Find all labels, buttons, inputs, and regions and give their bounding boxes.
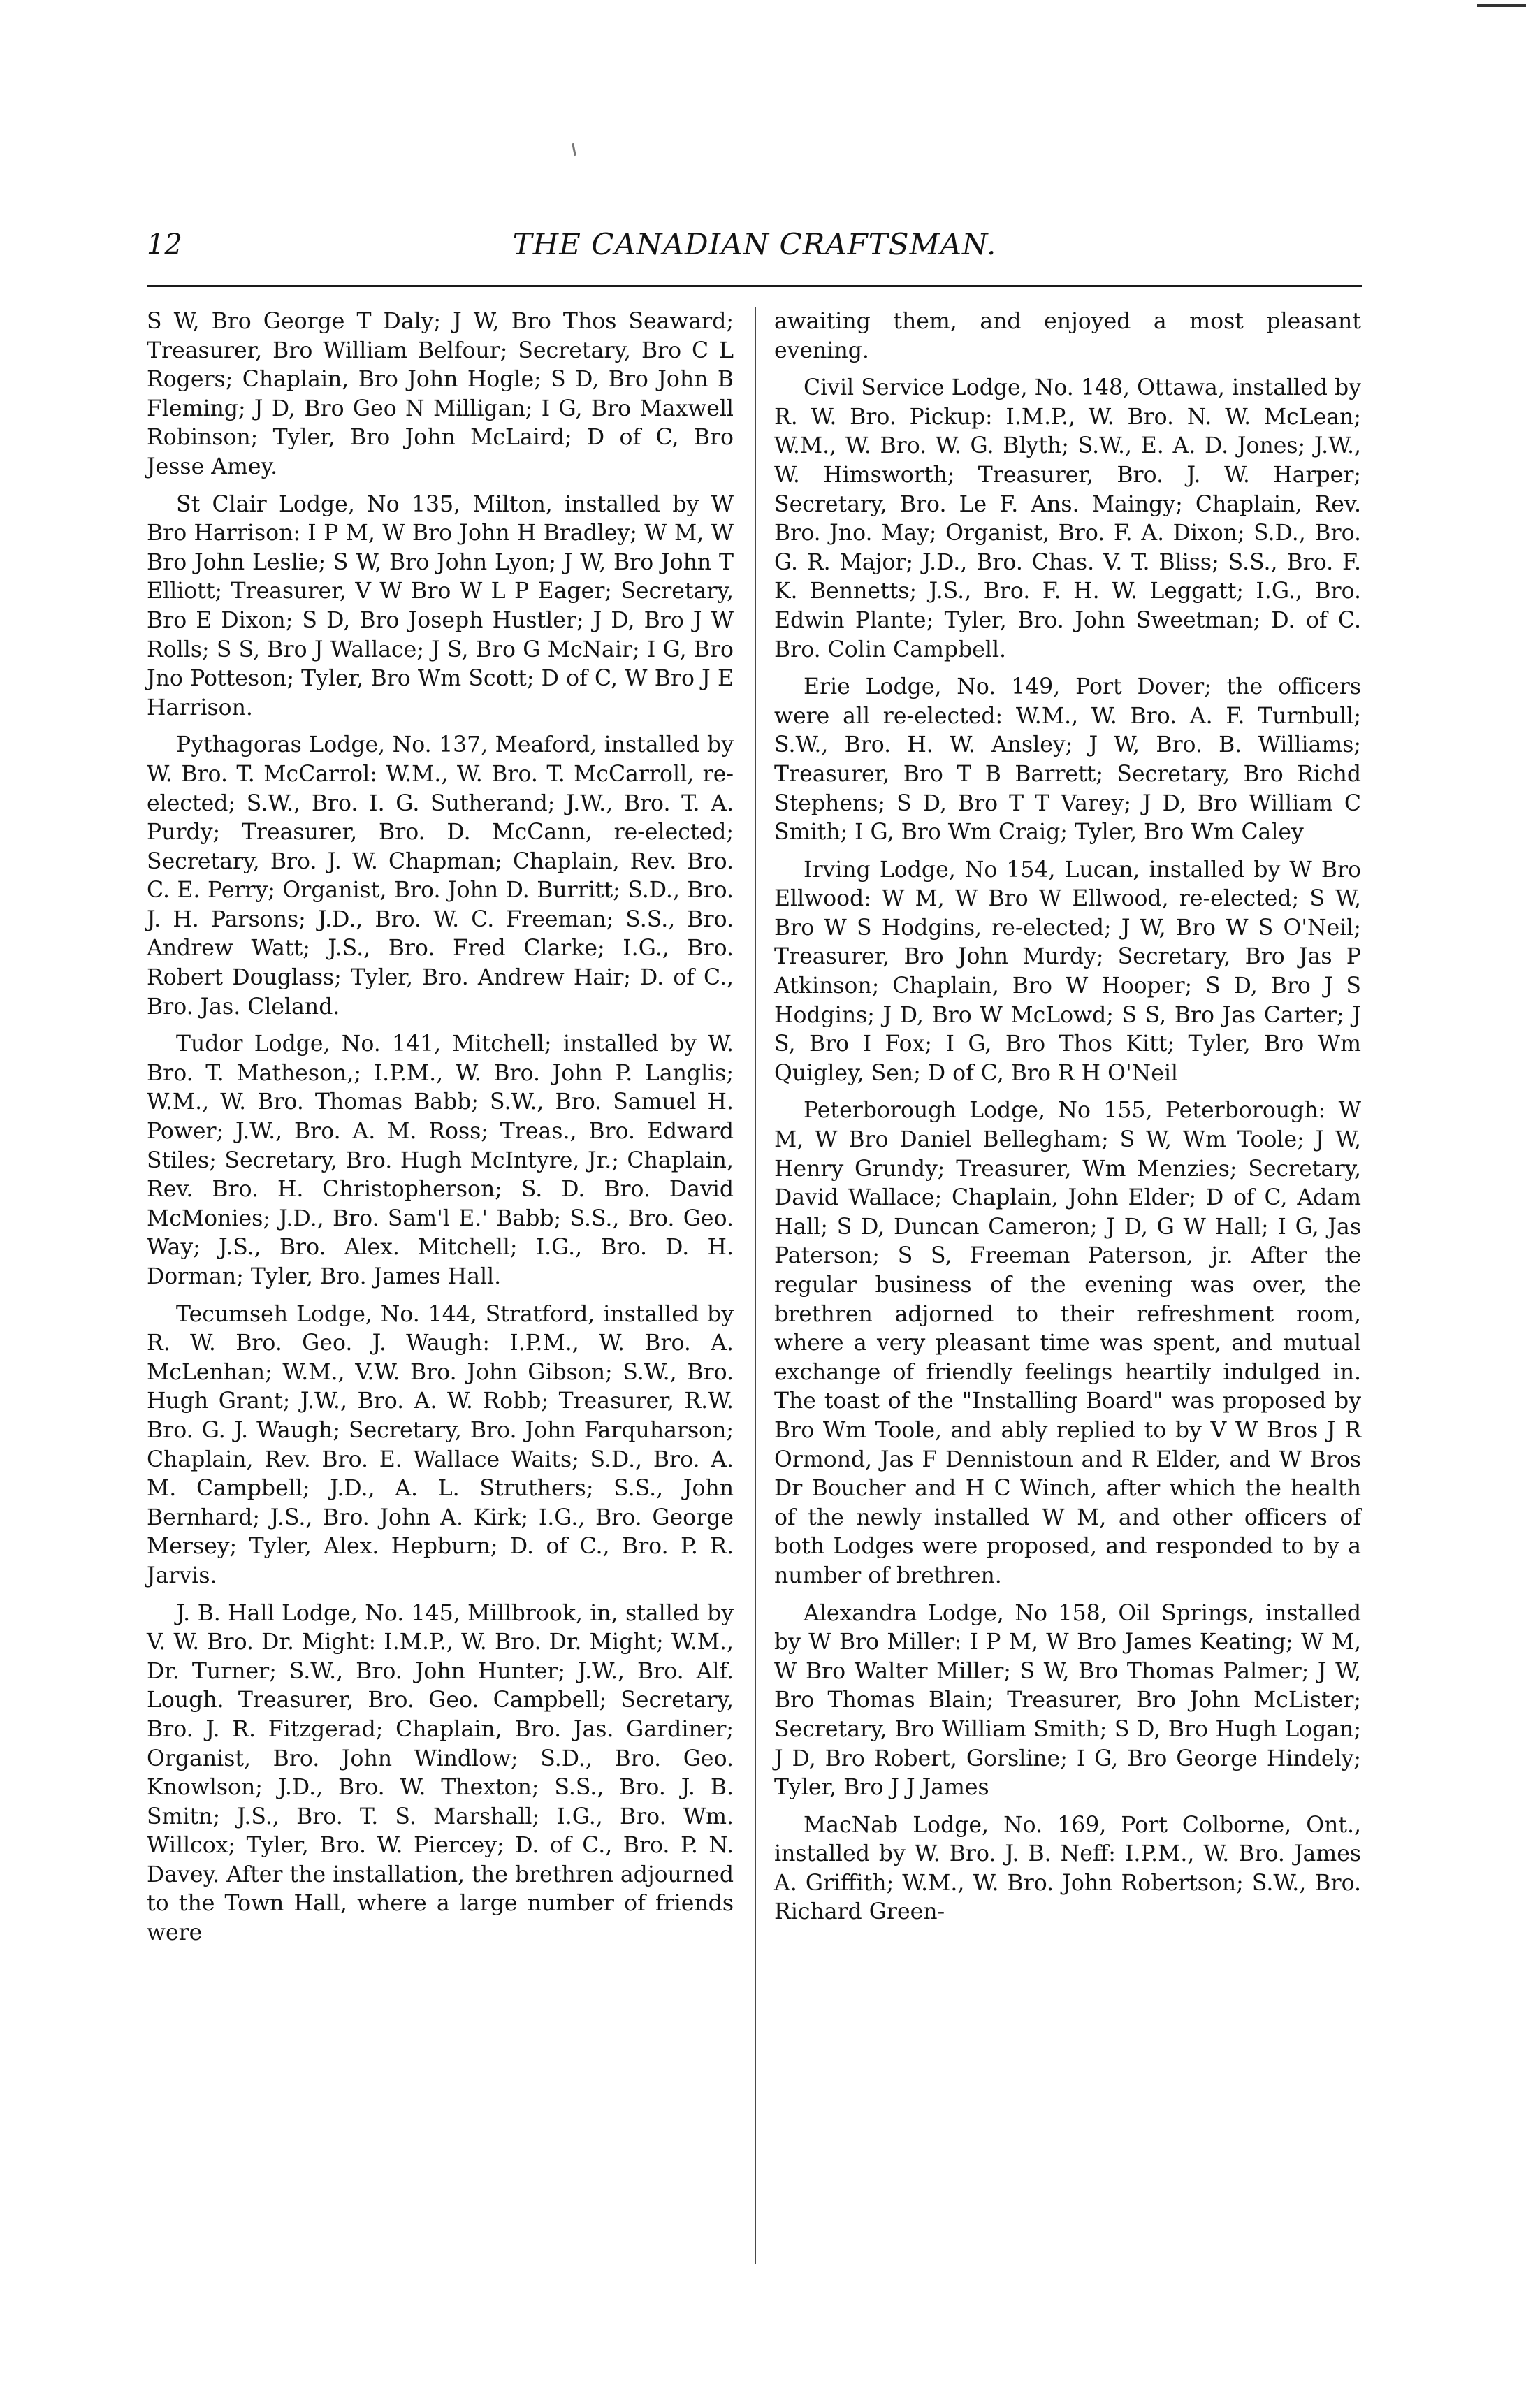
running-title: THE CANADIAN CRAFTSMAN. xyxy=(512,227,997,261)
page-header xyxy=(147,224,1362,266)
left-column xyxy=(147,307,734,1948)
paragraph: Tecumseh Lodge, No. 144, Stratford, installed by R. W. Bro. Geo. J. Waugh: I.P.M., W. Bro. A. McLenhan; W.M., V.W. Bro. John Gibson; S.W., Bro. Hugh Grant; J.W., Bro. A. W. Robb; Treasurer, R.W. Bro. G. J. Waugh; Secretary, Bro. John Farquharson; Chaplain, Rev. Bro. E. Wallace Waits; S.D., Bro. A. M. Campbell; J.D., A. L. Struthers; S.S., John Bernhard; J.S., Bro. John A. Kirk; I.G., Bro. George Mersey; Tyler, Alex. Hepburn; D. of C., Bro. P. R. Jarvis. xyxy=(147,1301,734,1588)
paragraph: Alexandra Lodge, No 158, Oil Springs, installed by W Bro Miller: I P M, W Bro James Keating; W M, W Bro Walter Miller; S W, Bro Thomas Palmer; J W, Bro Thomas Blain; Treasurer, Bro John McLister; Secretary, Bro William Smith; S D, Bro Hugh Logan; J D, Bro Robert, Gorsline; I G, Bro George Hindely; Tyler, Bro J J James xyxy=(774,1600,1361,1801)
header-rule xyxy=(147,285,1362,287)
paragraph: Peterborough Lodge, No 155, Peterborough: W M, W Bro Daniel Bellegham; S W, Wm Toole; J W, Henry Grundy; Treasurer, Wm Menzies; Secretary, David Wallace; Chaplain, John Elder; D of C, Adam Hall; S D, Duncan Cameron; J D, G W Hall; I G, Jas Paterson; S S, Freeman Paterson, jr. After the regular business of the evening was over, the brethren adjorned to their refreshment room, where a very pleasant time was spent, and mutual exchange of friendly feelings heartily indulged in. The toast of the "Installing Board" was proposed by Bro Wm Toole, and ably replied to by V W Bros J R Ormond, Jas F Dennistoun and R Elder, and W Bros Dr Boucher and H C Winch, after which the health of the newly installed W M, and other officers of both Lodges were proposed, and responded to by a number of brethren. xyxy=(774,1098,1361,1588)
paragraph: Civil Service Lodge, No. 148, Ottawa, installed by R. W. Bro. Pickup: I.M.P., W. Bro. N. W. McLean; W.M., W. Bro. W. G. Blyth; S.W., E. A. D. Jones; J.W., W. Himsworth; Treasurer, Bro. J. W. Harper; Secretary, Bro. Le F. Ans. Maingy; Chaplain, Rev. Bro. Jno. May; Organist, Bro. F. A. Dixon; S.D., Bro. G. R. Major; J.D., Bro. Chas. V. T. Bliss; S.S., Bro. F. K. Bennetts; J.S., Bro. F. H. W. Leggatt; I.G., Bro. Edwin Plante; Tyler, Bro. John Sweetman; D. of C. Bro. Colin Campbell. xyxy=(774,375,1361,662)
page-number: 12 xyxy=(147,229,182,261)
paragraph: St Clair Lodge, No 135, Milton, installed by W Bro Harrison: I P M, W Bro John H Bradley; W M, W Bro John Leslie; S W, Bro John Lyon; J W, Bro John T Elliott; Treasurer, V W Bro W L P Eager; Secretary, Bro E Dixon; S D, Bro Joseph Hustler; J D, Bro J W Rolls; S S, Bro J Wallace; J S, Bro G McNair; I G, Bro Jno Potteson; Tyler, Bro Wm Scott; D of C, W Bro J E Harrison. xyxy=(147,491,734,720)
scan-stray-mark xyxy=(572,143,576,156)
scan-corner-mark xyxy=(1477,4,1526,7)
paragraph: S W, Bro George T Daly; J W, Bro Thos Seaward; Treasurer, Bro William Belfour; Secretary, Bro C L Rogers; Chaplain, Bro John Hogle; S D, Bro John B Fleming; J D, Bro Geo N Milligan; I G, Bro Maxwell Robinson; Tyler, Bro John McLaird; D of C, Bro Jesse Amey. xyxy=(147,309,734,479)
paragraph: MacNab Lodge, No. 169, Port Colborne, Ont., installed by W. Bro. J. B. Neff: I.P.M., W. Bro. James A. Griffith; W.M., W. Bro. John Robertson; S.W., Bro. Richard Green- xyxy=(774,1812,1361,1925)
paragraph: Tudor Lodge, No. 141, Mitchell; installed by W. Bro. T. Matheson,; I.P.M., W. Bro. John P. Langlis; W.M., W. Bro. Thomas Babb; S.W., Bro. Samuel H. Power; J.W., Bro. A. M. Ross; Treas., Bro. Edward Stiles; Secretary, Bro. Hugh McIntyre, Jr.; Chaplain, Rev. Bro. H. Christopherson; S. D. Bro. David McMonies; J.D., Bro. Sam'l E.' Babb; S.S., Bro. Geo. Way; J.S., Bro. Alex. Mitchell; I.G., Bro. D. H. Dorman; Tyler, Bro. James Hall. xyxy=(147,1031,734,1289)
paragraph: Erie Lodge, No. 149, Port Dover; the officers were all re-elected: W.M., W. Bro. A. F. Turnbull; S.W., Bro. H. W. Ansley; J W, Bro. B. Williams; Treasurer, Bro T B Barrett; Secretary, Bro Richd Stephens; S D, Bro T T Varey; J D, Bro William C Smith; I G, Bro Wm Craig; Tyler, Bro Wm Caley xyxy=(774,674,1361,846)
paragraph: Irving Lodge, No 154, Lucan, installed by W Bro Ellwood: W M, W Bro W Ellwood, re-elected; S W, Bro W S Hodgins, re-elected; J W, Bro W S O'Neil; Treasurer, Bro John Murdy; Secretary, Bro Jas P Atkinson; Chaplain, Bro W Hooper; S D, Bro J S Hodgins; J D, Bro W McLowd; S S, Bro Jas Carter; J S, Bro I Fox; I G, Bro Thos Kitt; Tyler, Bro Wm Quigley, Sen; D of C, Bro R H O'Neil xyxy=(774,857,1361,1086)
right-column xyxy=(774,307,1361,1927)
paragraph: awaiting them, and enjoyed a most pleasant evening. xyxy=(774,309,1361,363)
paragraph: J. B. Hall Lodge, No. 145, Millbrook, in, stalled by V. W. Bro. Dr. Might: I.M.P., W. Bro. Dr. Might; W.M., Dr. Turner; S.W., Bro. John Hunter; J.W., Bro. Alf. Lough. Treasurer, Bro. Geo. Campbell; Secretary, Bro. J. R. Fitzgerad; Chaplain, Bro. Jas. Gardiner; Organist, Bro. John Windlow; S.D., Bro. Geo. Knowlson; J.D., Bro. W. Thexton; S.S., Bro. J. B. Smitn; J.S., Bro. T. S. Marshall; I.G., Bro. Wm. Willcox; Tyler, Bro. W. Piercey; D. of C., Bro. P. N. Davey. After the installation, the brethren adjourned to the Town Hall, where a large number of friends were xyxy=(147,1600,734,1946)
paragraph: Pythagoras Lodge, No. 137, Meaford, installed by W. Bro. T. McCarrol: W.M., W. Bro. T. McCarroll, re-elected; S.W., Bro. I. G. Sutherand; J.W., Bro. T. A. Purdy; Treasurer, Bro. D. McCann, re-elected; Secretary, Bro. J. W. Chapman; Chaplain, Rev. Bro. C. E. Perry; Organist, Bro. John D. Burritt; S.D., Bro. J. H. Parsons; J.D., Bro. W. C. Freeman; S.S., Bro. Andrew Watt; J.S., Bro. Fred Clarke; I.G., Bro. Robert Douglass; Tyler, Bro. Andrew Hair; D. of C., Bro. Jas. Cleland. xyxy=(147,732,734,1020)
column-divider xyxy=(755,307,756,2264)
